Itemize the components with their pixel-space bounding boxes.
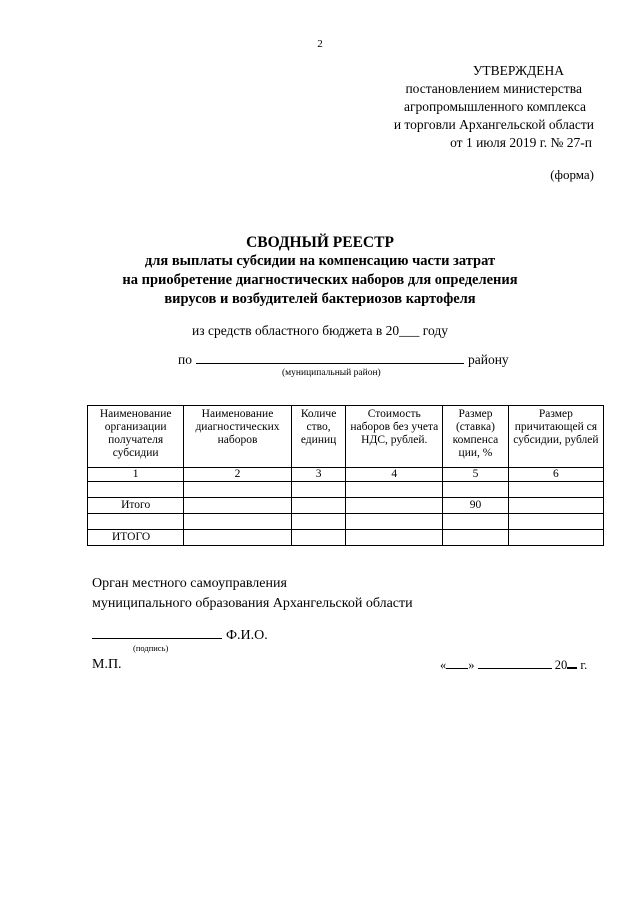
page-number: 2	[317, 38, 323, 50]
approval-line: постановлением министерства	[405, 81, 582, 96]
approval-heading: УТВЕРЖДЕНА	[472, 63, 564, 78]
approval-line: от 1 июля 2019 г. № 27-п	[450, 135, 592, 150]
approval-line: агропромышленного комплекса	[404, 99, 586, 114]
table-cell[interactable]	[443, 514, 509, 530]
approval-line: и торговли Архангельской области	[393, 117, 594, 132]
column-header: Количе ство, единиц	[291, 406, 346, 468]
column-header: Наименование диагностических наборов	[184, 406, 291, 468]
registry-table	[87, 405, 604, 546]
column-header: Наименование организации получателя субсидии	[88, 406, 184, 468]
signature-name: Ф.И.О.	[226, 628, 268, 643]
column-number-row	[88, 468, 604, 482]
title-line: для выплаты субсидии на компенсацию части затрат	[144, 253, 496, 269]
district-caption: (муниципальный район)	[282, 368, 381, 378]
date-year-blank[interactable]	[567, 657, 577, 669]
table-cell[interactable]	[508, 482, 603, 498]
signature-caption: (подпись)	[133, 643, 169, 653]
table-cell[interactable]	[291, 530, 346, 546]
date-open-quote: «	[440, 658, 447, 672]
table-cell[interactable]	[443, 530, 509, 546]
district-prefix: по	[178, 352, 192, 367]
table-cell[interactable]	[184, 530, 291, 546]
table-header-row	[88, 406, 604, 468]
table-cell[interactable]	[508, 530, 603, 546]
table-row-subtotal	[88, 498, 604, 514]
budget-line: из средств областного бюджета в 20___ году	[192, 323, 448, 338]
date-field	[440, 657, 587, 673]
column-number: 3	[291, 468, 346, 482]
table-cell[interactable]	[291, 482, 346, 498]
column-header: Стоимость наборов без учета НДС, рублей.	[346, 406, 443, 468]
table-cell: 90	[443, 498, 509, 514]
column-number: 2	[184, 468, 291, 482]
title-line: вирусов и возбудителей бактериозов картофеля	[164, 291, 476, 307]
title-main: СВОДНЫЙ РЕЕСТР	[246, 234, 394, 251]
table-cell: ИТОГО	[88, 530, 184, 546]
seal-label: М.П.	[92, 657, 122, 672]
table-cell[interactable]	[88, 514, 184, 530]
date-day-blank[interactable]	[446, 658, 468, 669]
table-row	[88, 514, 604, 530]
approval-block	[334, 62, 594, 152]
table-cell[interactable]	[508, 498, 603, 514]
table-cell[interactable]	[184, 498, 291, 514]
column-header: Размер (ставка) компенса ции, %	[443, 406, 509, 468]
district-field	[178, 352, 509, 368]
table-cell: Итого	[88, 498, 184, 514]
table-cell[interactable]	[184, 482, 291, 498]
date-month-blank[interactable]	[478, 658, 552, 669]
authority-line: Орган местного самоуправления	[92, 576, 287, 591]
signature-field	[92, 626, 268, 644]
date-year-prefix: 20	[554, 658, 568, 672]
document-title	[0, 233, 640, 309]
district-blank[interactable]	[196, 353, 464, 364]
date-year-suffix: г.	[580, 658, 588, 672]
column-number: 4	[346, 468, 443, 482]
table-cell[interactable]	[346, 498, 443, 514]
form-label: (форма)	[550, 167, 594, 182]
table-cell[interactable]	[88, 482, 184, 498]
table-cell[interactable]	[346, 514, 443, 530]
table-row-total	[88, 530, 604, 546]
table-row	[88, 482, 604, 498]
authority-block	[92, 574, 413, 614]
table-cell[interactable]	[291, 498, 346, 514]
table-cell[interactable]	[346, 530, 443, 546]
table-cell[interactable]	[184, 514, 291, 530]
table-cell[interactable]	[443, 482, 509, 498]
column-number: 6	[508, 468, 603, 482]
table-cell[interactable]	[508, 514, 603, 530]
column-number: 1	[88, 468, 184, 482]
table-cell[interactable]	[291, 514, 346, 530]
district-suffix: району	[467, 352, 509, 367]
authority-line: муниципального образования Архангельской области	[92, 596, 413, 611]
title-line: на приобретение диагностических наборов для определения	[122, 272, 518, 288]
signature-blank[interactable]	[92, 626, 222, 639]
table-cell[interactable]	[346, 482, 443, 498]
date-close-quote: »	[468, 658, 475, 672]
column-number: 5	[443, 468, 509, 482]
column-header: Размер причитающей ся субсидии, рублей	[508, 406, 603, 468]
